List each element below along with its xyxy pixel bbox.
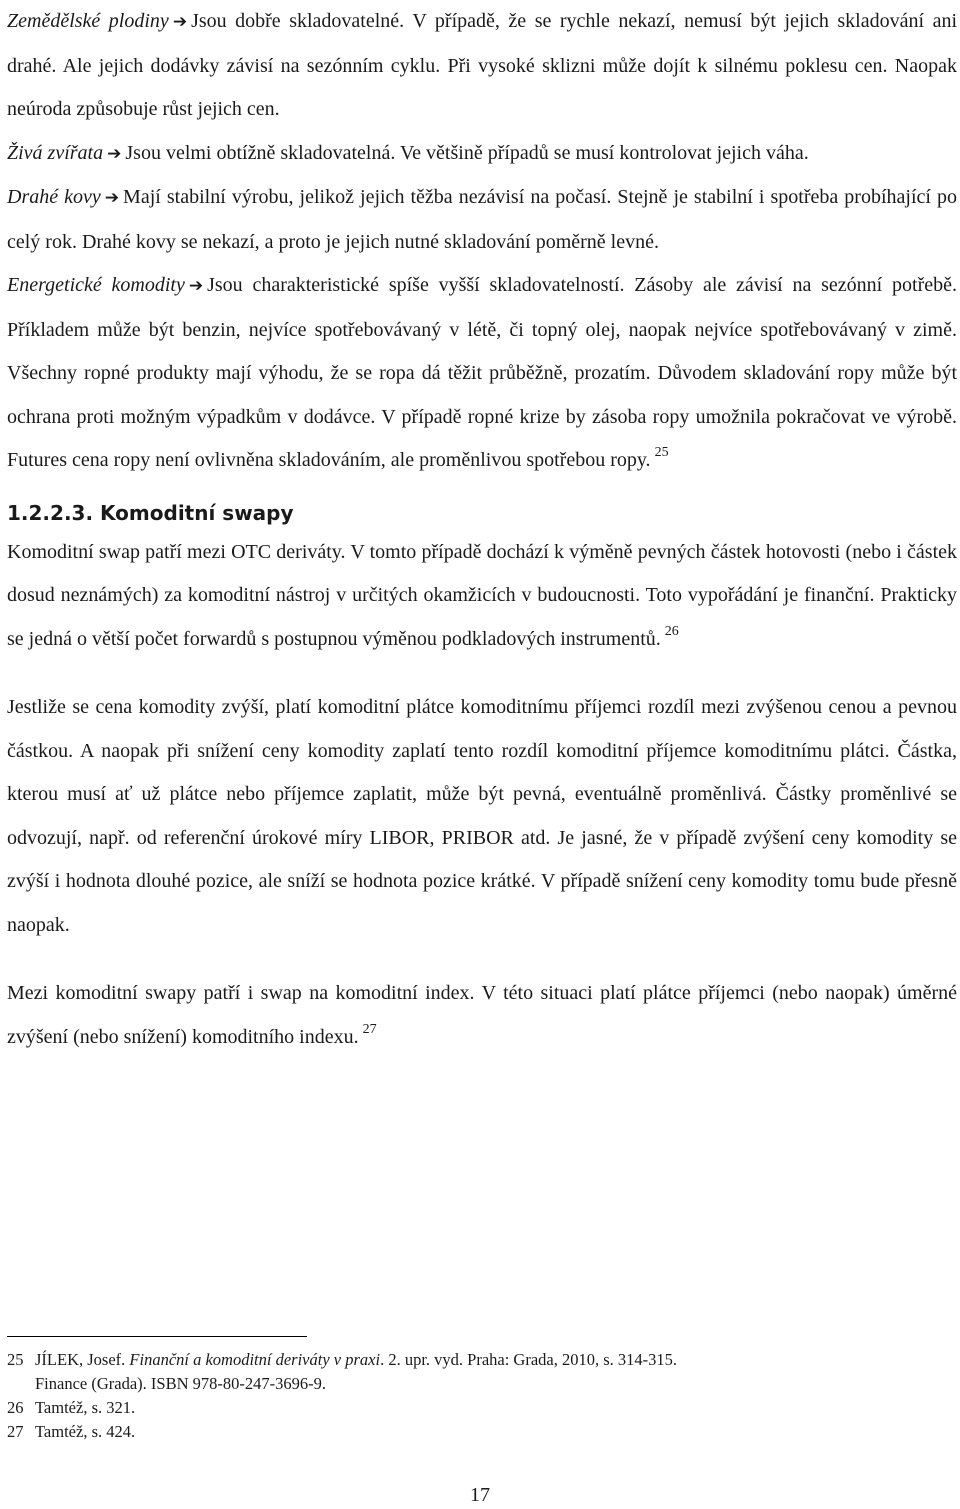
paragraph-zemedelske-plodiny — [7, 0, 957, 132]
footnote-title: Finanční a komoditní deriváty v praxi — [129, 1350, 381, 1369]
arrow-right-icon: ➔ — [172, 12, 188, 32]
paragraph-energeticke-komodity — [7, 264, 957, 483]
footnote-ref-25[interactable]: 25 — [654, 445, 669, 460]
term-drahe-kovy: Drahé kovy — [7, 186, 101, 208]
paragraph-text: Jestliže se cena komodity zvýší, platí komoditní plátce komoditnímu příjemci rozdíl mezi zvýšenou cenou a pevnou částkou. A naopak při snížení ceny komodity zaplatí tento rozdíl komoditní příjemce komoditnímu plátci. Částka, kterou musí ať už plátce nebo příjemce zaplatit, může být pevná, eventuálně proměnlivá. Částky proměnlivé se odvozují, např. od referenční úrokové míry LIBOR, PRIBOR atd. Je jasné, že v případě zvýšení ceny komodity se zvýší i hodnota dlouhé pozice, ale sníží se hodnota pozice krátké. V případě snížení ceny komodity tomu bude přesně naopak. — [7, 696, 957, 936]
paragraph-text: Mají stabilní výrobu, jelikož jejich těžba nezávisí na počasí. Stejně je stabilní i spotřeba probíhající po celý rok. Drahé kovy se nekazí, a proto je jejich nutné skladování poměrně levné. — [7, 186, 957, 253]
footnote-number: 26 — [7, 1398, 24, 1417]
section-number: 1.2.2.3. — [7, 500, 94, 525]
footnote-separator — [7, 1336, 307, 1337]
page-number: 17 — [470, 1484, 490, 1506]
term-ziva-zvirata: Živá zvířata — [7, 141, 104, 164]
footnote-number: 25 — [7, 1350, 24, 1369]
document-page — [7, 0, 957, 1059]
arrow-right-icon: ➔ — [107, 143, 122, 164]
footnote-27 — [7, 1420, 957, 1444]
section-heading — [7, 498, 957, 528]
paragraph-text: Komoditní swap patří mezi OTC deriváty. V tomto případě dochází k výměně pevných částek hotovosti (nebo i částek dosud neznámých) za komoditní nástroj v určitých okamžicích v budoucnosti. Toto vypořádání je finanční. Prakticky se jedná o větší počet forwardů s postupnou výměnou podkladových instrumentů. — [7, 540, 957, 650]
section-title: Komoditní swapy — [100, 500, 294, 525]
footnote-rest: . 2. upr. vyd. Praha: Grada, 2010, s. 314-315. — [380, 1350, 678, 1369]
paragraph-drahe-kovy — [7, 176, 957, 264]
arrow-right-icon: ➔ — [188, 276, 204, 296]
arrow-right-icon: ➔ — [104, 188, 120, 208]
paragraph-text: Jsou dobře skladovatelné. V případě, že se rychle nekazí, nemusí být jejich skladování ani drahé. Ale jejich dodávky závisí na sezónním cyklu. Při vysoké sklizni může dojít k silnému poklesu cen. Naopak neúroda způsobuje růst jejich cen. — [7, 10, 958, 120]
term-energeticke-komodity: Energetické komodity — [7, 274, 185, 296]
footnote-ref-26[interactable]: 26 — [664, 623, 679, 639]
footnote-26 — [7, 1396, 957, 1420]
footnote-text: Tamtéž, s. 321. — [35, 1398, 136, 1417]
paragraph-text: Jsou charakteristické spíše vyšší skladovatelností. Zásoby ale závisí na sezónní potřebě. Příkladem může být benzin, nejvíce spotřebovávaný v létě, či topný olej, naopak nejvíce spotřebovávaný v zimě. Všechny ropné produkty mají výhodu, že se ropa dá těžit průběžně, prozatím. Důvodem skladování ropy může být ochrana proti možným výpadkům v dodávce. V případě ropné krize by zásoba ropy umožnila pokračovat ve výrobě. Futures cena ropy není ovlivněna skladováním, ale proměnlivou spotřebou ropy. — [7, 274, 957, 471]
footnote-author: JÍLEK, Josef. — [35, 1350, 126, 1369]
footnotes — [7, 1348, 957, 1444]
footnote-25-continuation: Finance (Grada). ISBN 978-80-247-3696-9. — [35, 1374, 326, 1393]
footnote-number: 27 — [7, 1422, 24, 1441]
paragraph-text: Jsou velmi obtížně skladovatelná. Ve většině případů se musí kontrolovat jejich váha. — [125, 141, 809, 164]
term-zemedelske-plodiny: Zemědělské plodiny — [7, 10, 169, 32]
paragraph-index-swap — [7, 972, 957, 1059]
paragraph-ziva-zvirata — [7, 132, 957, 177]
footnote-ref-27[interactable]: 27 — [362, 1021, 377, 1037]
footnote-25 — [7, 1348, 957, 1372]
footnote-text: Tamtéž, s. 424. — [35, 1422, 136, 1441]
paragraph-text: Mezi komoditní swapy patří i swap na komoditní index. V této situaci platí plátce příjemci (nebo naopak) úměrné zvýšení (nebo snížení) komoditního indexu. — [7, 982, 957, 1048]
paragraph-jestlize — [7, 686, 957, 947]
paragraph-komoditni-swap — [7, 531, 957, 662]
